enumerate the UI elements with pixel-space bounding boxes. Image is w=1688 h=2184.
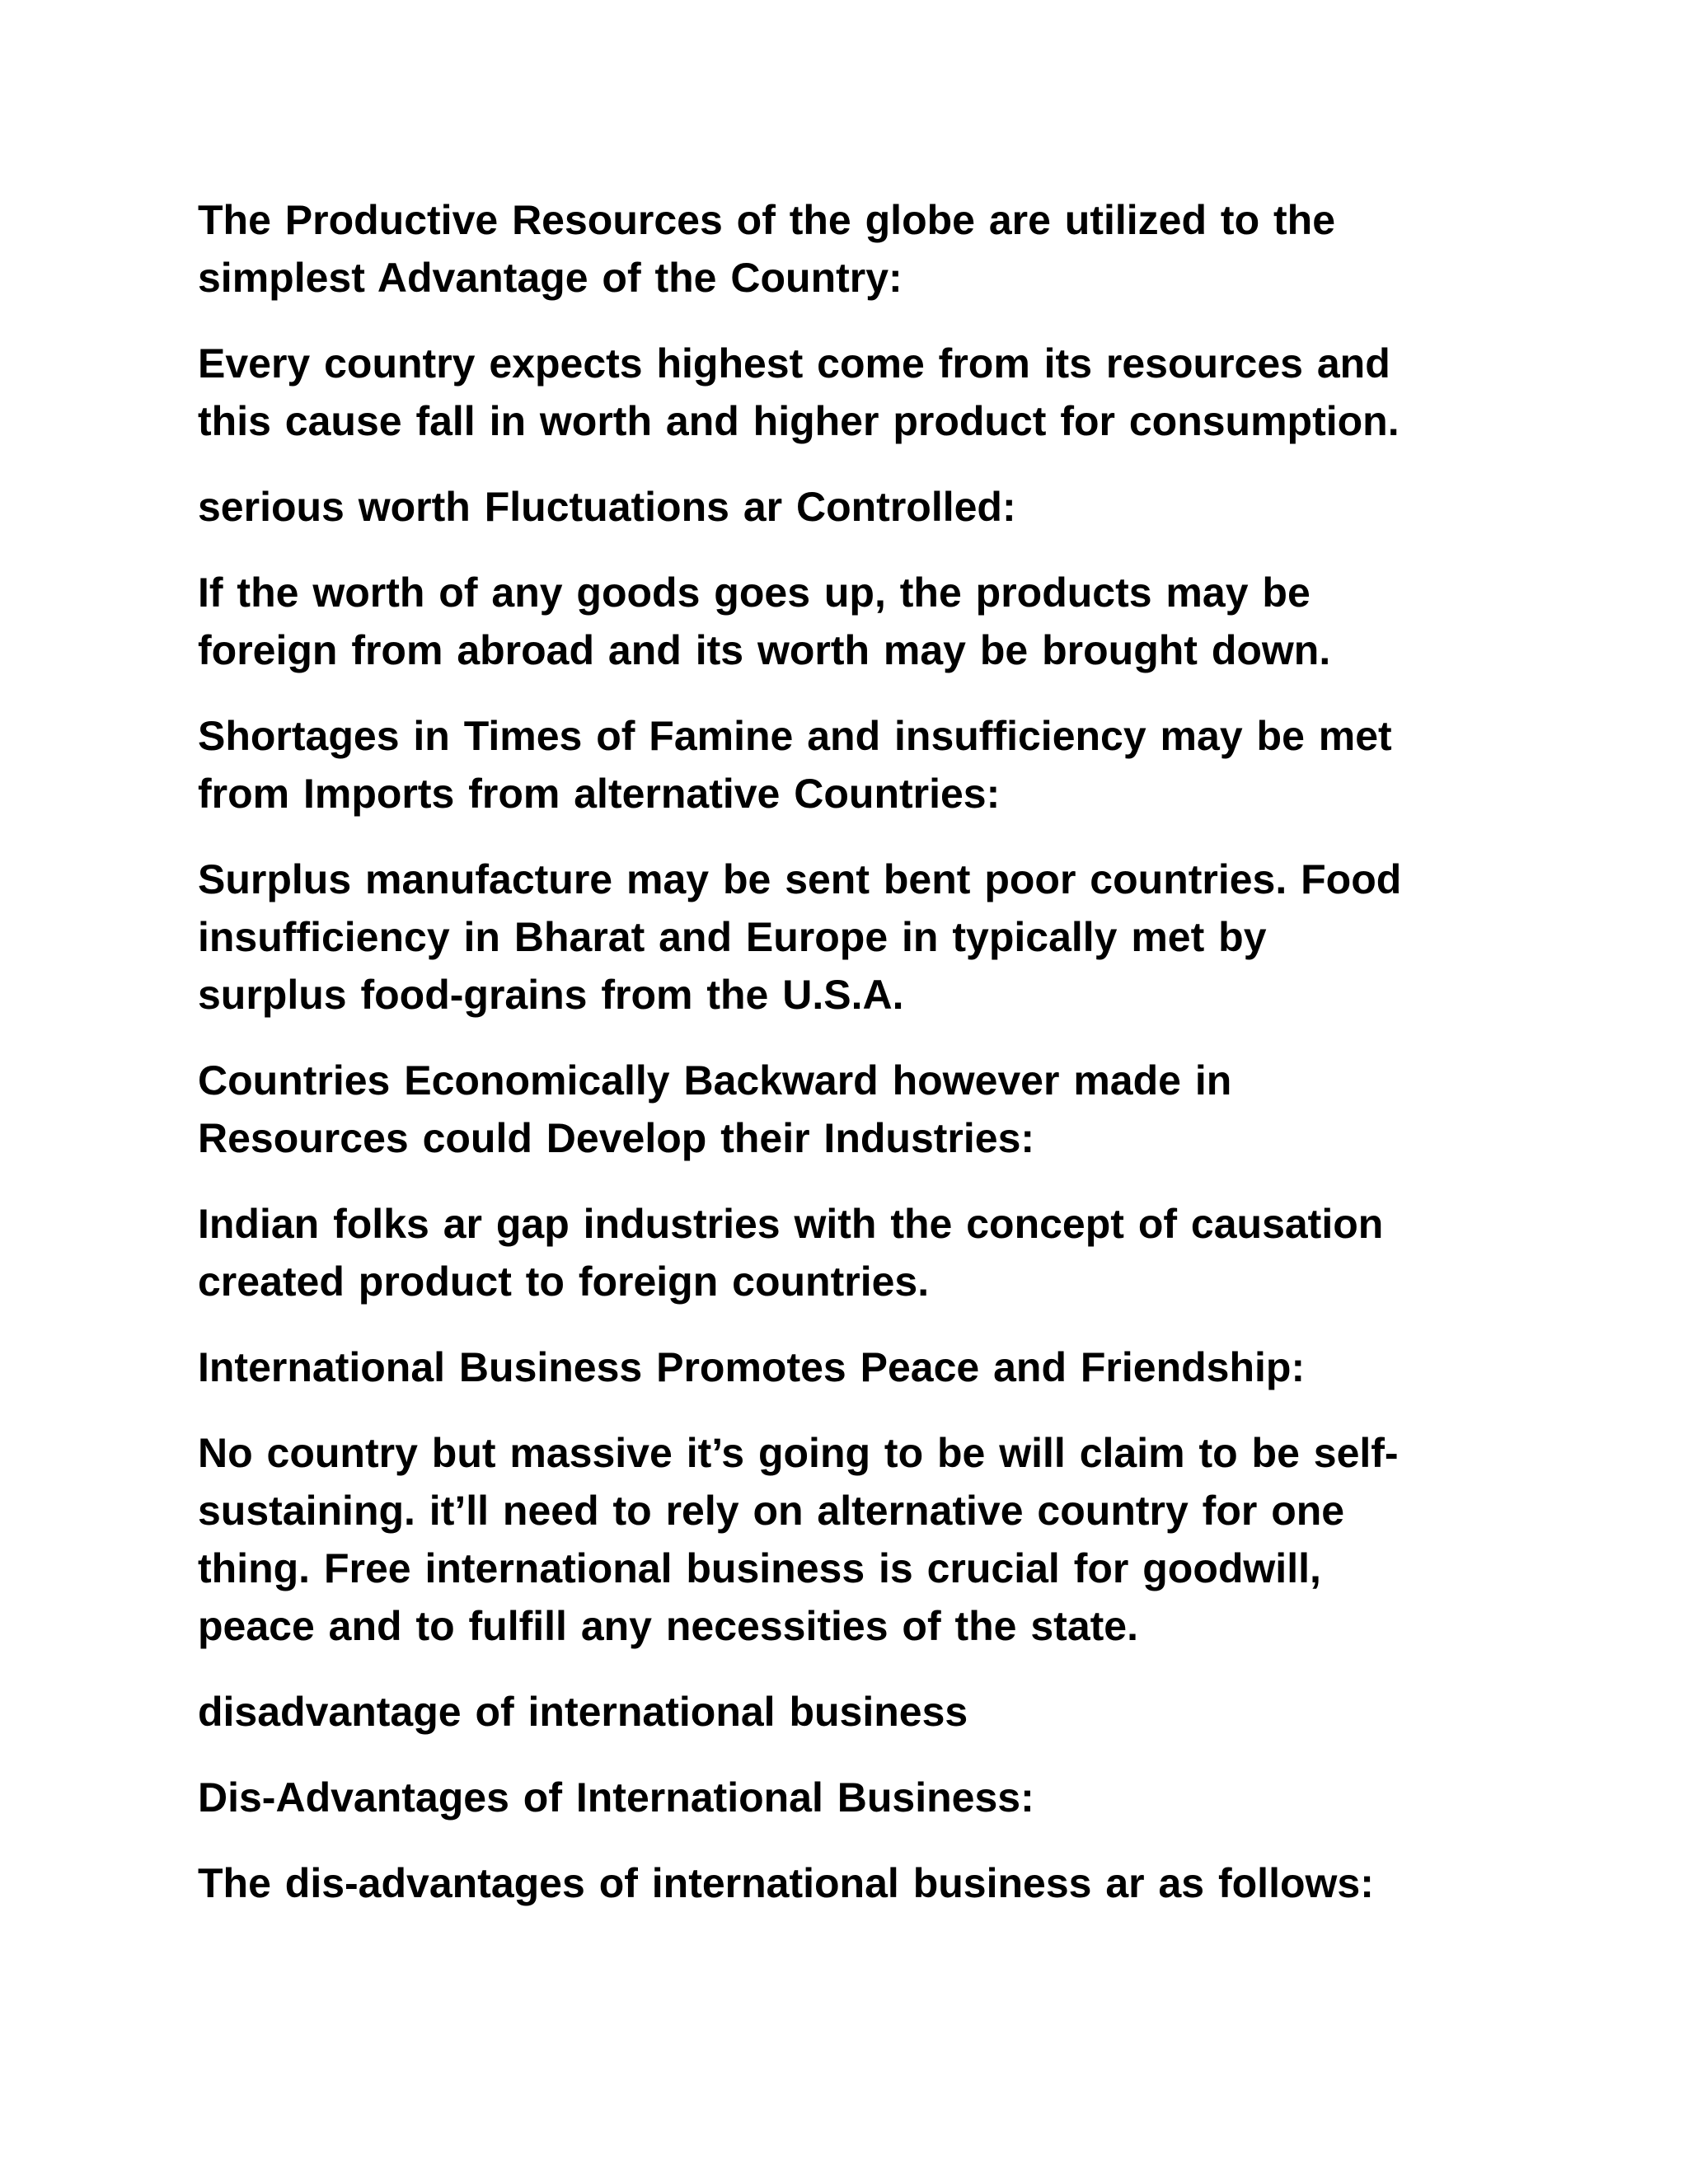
paragraph-body: [198, 851, 1533, 1024]
text-line: Resources could Develop their Industries:: [198, 1115, 1035, 1161]
paragraph-heading: [198, 1769, 1533, 1826]
paragraph-body: [198, 335, 1533, 450]
paragraph-heading: [198, 478, 1533, 536]
text-line: sustaining. it’ll need to rely on alternative country for one: [198, 1488, 1345, 1534]
text-line: Shortages in Times of Famine and insufficiency may be met: [198, 713, 1392, 759]
text-line: If the worth of any goods goes up, the products may be: [198, 569, 1311, 616]
paragraph-body: [198, 564, 1533, 679]
paragraph-heading: [198, 707, 1533, 823]
text-line: Countries Economically Backward however made in: [198, 1057, 1232, 1104]
text-line: serious worth Fluctuations ar Controlled:: [198, 484, 1016, 530]
paragraph-heading: [198, 1052, 1533, 1167]
text-line: Indian folks ar gap industries with the concept of causation: [198, 1201, 1384, 1247]
text-line: insufficiency in Bharat and Europe in typically met by: [198, 914, 1267, 960]
text-line: foreign from abroad and its worth may be brought down.: [198, 627, 1331, 673]
paragraph-heading: [198, 1338, 1533, 1396]
text-line: No country but massive it’s going to be will claim to be self-: [198, 1430, 1399, 1476]
paragraph-body: [198, 1424, 1533, 1655]
text-line: Every country expects highest come from its resources and: [198, 340, 1390, 387]
text-line: created product to foreign countries.: [198, 1258, 930, 1305]
text-line: thing. Free international business is crucial for goodwill,: [198, 1545, 1321, 1591]
paragraph-body: [198, 1195, 1533, 1310]
text-line: peace and to fulfill any necessities of the state.: [198, 1603, 1138, 1649]
text-body: [198, 191, 1533, 1940]
text-line: simplest Advantage of the Country:: [198, 255, 903, 301]
text-line: this cause fall in worth and higher product for consumption.: [198, 398, 1400, 444]
text-line: from Imports from alternative Countries:: [198, 771, 1001, 817]
text-line: Surplus manufacture may be sent bent poor countries. Food: [198, 856, 1402, 902]
text-line: surplus food-grains from the U.S.A.: [198, 972, 904, 1018]
paragraph-heading: [198, 1683, 1533, 1741]
text-line: International Business Promotes Peace and Friendship:: [198, 1344, 1306, 1390]
text-line: The Productive Resources of the globe are utilized to the: [198, 197, 1336, 243]
text-line: disadvantage of international business: [198, 1689, 968, 1735]
text-line: The dis-advantages of international business ar as follows:: [198, 1860, 1374, 1906]
paragraph-body: [198, 1854, 1533, 1912]
paragraph-heading: [198, 191, 1533, 307]
text-line: Dis-Advantages of International Business:: [198, 1774, 1034, 1821]
